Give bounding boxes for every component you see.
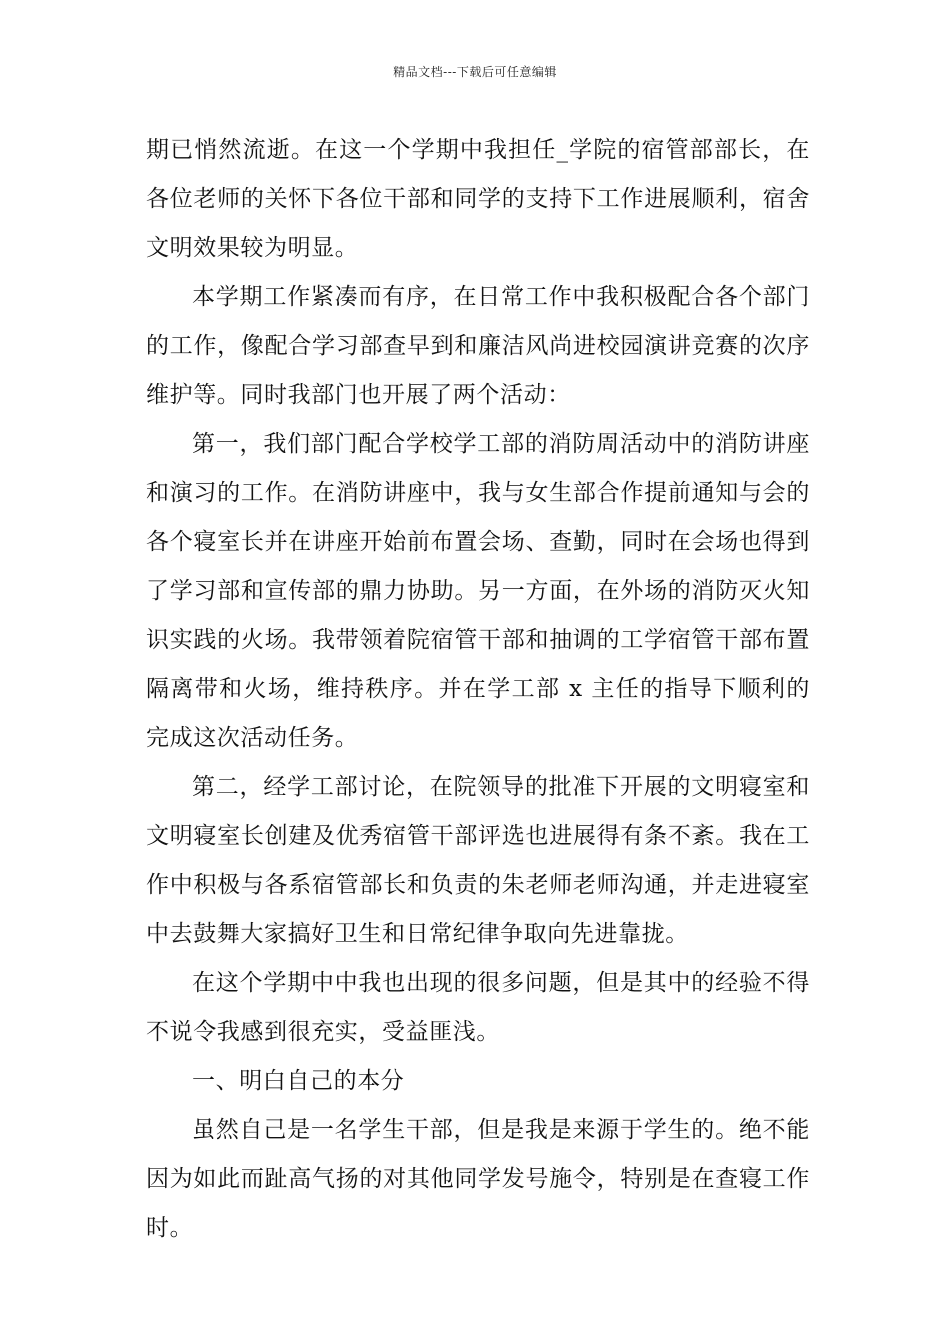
paragraph-problems: 在这个学期中中我也出现的很多问题，但是其中的经验不得不说令我感到很充实，受益匪浅。 <box>146 970 810 1045</box>
page-header: 精品文档---下载后可任意编辑 <box>393 65 557 79</box>
paragraph-student-cadre: 虽然自己是一名学生干部，但是我是来源于学生的。绝不能因为如此而趾高气扬的对其他同学发号施令，特别是在查寝工作时。 <box>146 1117 810 1241</box>
paragraph-continuation: 期已悄然流逝。在这一个学期中我担任_学院的宿管部部长，在各位老师的关怀下各位干部和同学的支持下工作进展顺利，宿舍文明效果较为明显。 <box>146 137 810 261</box>
paragraph-activity-one: 第一，我们部门配合学校学工部的消防周活动中的消防讲座和演习的工作。在消防讲座中，我与女生部合作提前通知与会的各个寝室长并在讲座开始前布置会场、查勤，同时在会场也得到了学习部和宣传部的鼎力协助。另一方面，在外场的消防灭火知识实践的火场。我带领着院宿管干部和抽调的工学宿管干部布置隔离带和火场，维持秩序。并在学工部 x 主任的指导下顺利的完成这次活动任务。 <box>146 431 810 751</box>
section-heading-one: 一、明白自己的本分 <box>192 1068 405 1094</box>
document-body <box>146 126 810 1253</box>
paragraph-work-overview: 本学期工作紧凑而有序，在日常工作中我积极配合各个部门的工作，像配合学习部查早到和廉洁风尚进校园演讲竞赛的次序维护等。同时我部门也开展了两个活动： <box>146 284 810 408</box>
paragraph-activity-two: 第二，经学工部讨论，在院领导的批准下开展的文明寝室和文明寝室长创建及优秀宿管干部评选也进展得有条不紊。我在工作中积极与各系宿管部长和负责的朱老师老师沟通，并走进寝室中去鼓舞大家搞好卫生和日常纪律争取向先进靠拢。 <box>146 774 810 947</box>
